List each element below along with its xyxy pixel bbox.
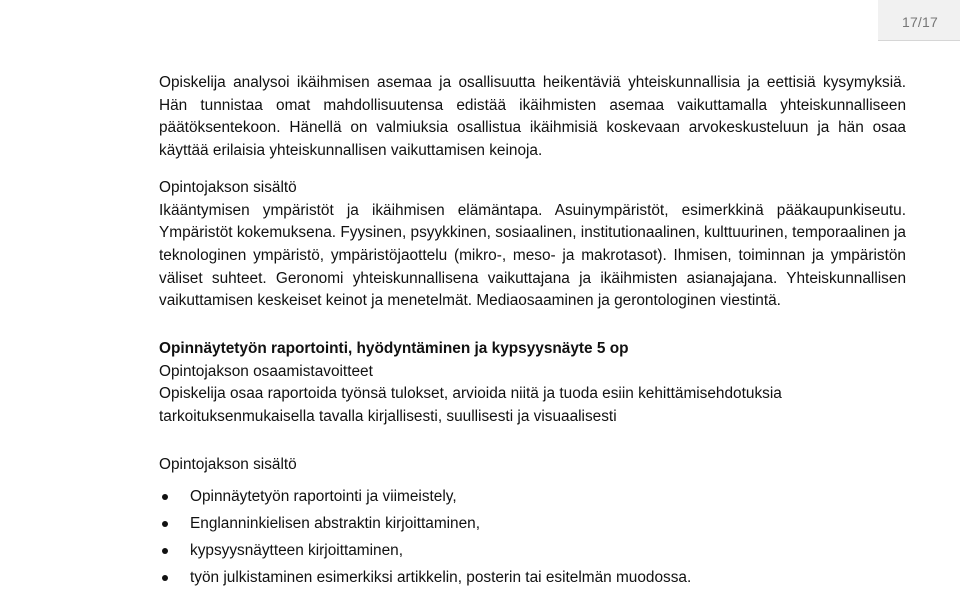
course-content-paragraph: Ikääntymisen ympäristöt ja ikäihmisen elämäntapa. Asuinympäristöt, esimerkkinä pääkaupunkiseutu. Ympäristöt kokemuksena. Fyysinen, psyykkinen, sosiaalinen, institutionaalinen, kulttuurinen, temporaalinen ja teknologinen ympäristö, ympäristöjaottelu (mikro-, meso- ja makrotasot). Ihmisen, toiminnan ja ympäristön väliset suhteet. Geronomi yhteiskunnallisena vaikuttajana ja ikäihmisten asianajajana. Yhteiskunnallisen vaikuttamisen keskeiset keinot ja menetelmät. Mediaosaaminen ja gerontologinen viestintä. — [159, 201, 906, 310]
bullet-icon — [162, 548, 168, 554]
list-item: kypsyysnäytteen kirjoittaminen, — [159, 540, 906, 567]
learning-goals-line-1: Opiskelija osaa raportoida työnsä tulokset, arvioida niitä ja tuoda esiin kehittämisehdotuksia — [159, 385, 782, 403]
list-item: Englanninkielisen abstraktin kirjoittaminen, — [159, 513, 906, 540]
list-item: Opinnäytetyön raportointi ja viimeistely, — [159, 486, 906, 513]
learning-outcomes-paragraph: Opiskelija analysoi ikäihmisen asemaa ja osallisuutta heikentäviä yhteiskunnallisia ja eettisiä kysymyksiä. Hän tunnistaa omat mahdollisuutensa edistää ikäihmisten asemaa vaikuttamalla yhteiskunnalliseen päätöksentekoon. Hänellä on valmiuksia osallistua ikäihmisiä koskevaan arvokeskusteluun ja hän osaa käyttää erilaisia yhteiskunnallisen vaikuttamisen keinoja. — [159, 74, 906, 160]
course-title: Opinnäytetyön raportointi, hyödyntäminen ja kypsyysnäyte 5 op — [159, 340, 629, 358]
course-content-heading: Opintojakson sisältö — [159, 178, 297, 196]
course-content-heading-2: Opintojakson sisältö — [159, 455, 297, 473]
document-body — [159, 72, 906, 594]
bullet-icon — [162, 494, 168, 500]
page-number: 17/17 — [901, 14, 938, 30]
page-number-badge — [878, 0, 960, 41]
bullet-icon — [162, 521, 168, 527]
learning-goals-heading: Opintojakson osaamistavoitteet — [159, 362, 373, 380]
bullet-icon — [162, 575, 168, 581]
learning-goals-line-2: tarkoituksenmukaisella tavalla kirjallisesti, suullisesti ja visuaalisesti — [159, 408, 617, 426]
list-item: työn julkistaminen esimerkiksi artikkelin, posterin tai esitelmän muodossa. — [159, 567, 906, 594]
content-bullet-list — [159, 486, 906, 594]
